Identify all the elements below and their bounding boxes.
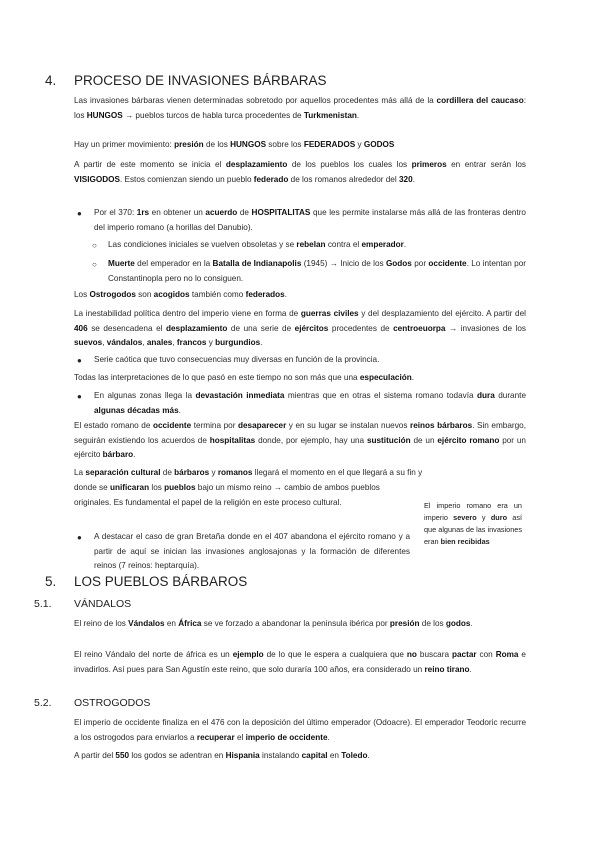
bold-term: bien recibidas <box>440 537 490 546</box>
bullet-serie-caotica <box>94 353 526 368</box>
text-run: se desencadena el <box>87 323 166 333</box>
text-run: bajo un mismo reino → cambio de ambos pueblos originales. Es fundamental el papel de la religión en este proceso cultural. <box>74 483 380 507</box>
bold-term: 550 <box>115 751 130 760</box>
section-5-2-heading <box>34 697 514 711</box>
text-run: buscara <box>416 650 452 659</box>
sub-bullet-icon: ○ <box>92 260 97 269</box>
bold-term: especulación <box>359 373 412 382</box>
text-run: A partir del <box>74 751 116 760</box>
bullet-icon: ● <box>77 392 82 401</box>
text-run: instalando <box>259 751 302 760</box>
text-run: y <box>476 513 491 522</box>
bold-term: pactar <box>451 650 477 659</box>
text-run: . <box>367 751 370 760</box>
text-run: y <box>355 140 364 149</box>
text-run: . <box>412 174 415 184</box>
text-run: Las invasiones bárbaras vienen determinadas sobretodo por aquellos procedentes más allá de la <box>74 96 437 105</box>
text-run: . <box>178 405 181 415</box>
paragraph-inestabilidad <box>74 307 526 351</box>
bullet-hospitalitas <box>94 206 526 235</box>
text-run: . <box>133 450 136 459</box>
text-run: en <box>327 751 342 760</box>
text-run: y <box>209 468 218 477</box>
text-run: y en su lugar se instalan nuevos <box>286 421 411 430</box>
bold-term: Turkmenistan <box>303 110 357 120</box>
text-run: mientras que en otras el sistema romano todavía <box>284 391 478 400</box>
text-run: El estado romano de <box>74 421 153 430</box>
bullet-icon: ● <box>77 209 82 218</box>
bold-term: unificaran <box>109 483 150 492</box>
text-run: Todas las interpretaciones de lo que pasó en este tiempo no son más que una <box>74 373 360 382</box>
text-run: Serie caótica que tuvo consecuencias muy diversas en función de la provincia. <box>94 355 380 364</box>
paragraph-reino-vandalo <box>74 648 526 677</box>
text-run: y del desplazamiento del ejército. A partir del <box>358 309 526 318</box>
bold-term: reinos bárbaros <box>410 421 473 430</box>
text-run: de <box>160 468 175 477</box>
paragraph-estado-romano <box>74 419 526 463</box>
bold-term: sustitución <box>366 435 411 445</box>
text-run: El reino de los <box>74 619 129 628</box>
text-run: A destacar el caso de gran Bretaña donde en el 407 abandona el ejército romano y a partir de aquí se inician las invasiones anglosajonas y la formación de diferentes reinos (7 reinos: heptarquía). <box>94 532 410 570</box>
bold-term: federados <box>245 290 285 299</box>
bold-term: ejército romano <box>437 435 500 445</box>
bold-term: HOSPITALITAS <box>251 208 311 217</box>
text-run: La inestabilidad política dentro del imperio viene en forma de <box>74 309 301 318</box>
text-run: de una serie de <box>227 323 295 333</box>
text-run: contra el <box>325 240 362 249</box>
section-5-heading <box>45 574 525 592</box>
text-run: El imperio de occidente finaliza en el 476 con la deposición del último emperador (Odoacre). El emperador Teodoric recurre a los ostrogodos para enviarlos a <box>74 718 526 742</box>
bold-term: centroeuorpa <box>393 323 446 333</box>
bold-term: occidente <box>152 421 192 430</box>
bold-term: desaparecer <box>238 421 287 430</box>
bold-term: separación cultural <box>85 468 161 477</box>
bold-term: bárbaros <box>174 468 210 477</box>
bold-term: guerras civiles <box>300 309 359 318</box>
bold-term: acuerdo <box>205 208 238 217</box>
text-run: . Lo intentan por Constantinopla pero no lo consiguen. <box>108 259 526 283</box>
bold-term: Godos <box>385 259 412 268</box>
section-4-title: PROCESO DE INVASIONES BÁRBARAS <box>74 73 327 88</box>
text-run: el <box>234 732 246 742</box>
bold-term: algunas décadas más <box>94 405 179 415</box>
text-run: con <box>476 650 496 659</box>
text-run: . <box>470 619 473 628</box>
text-run: donde, por ejemplo, hay una <box>255 435 367 445</box>
text-run: donde se <box>74 483 110 492</box>
sub-bullet-rebelan <box>108 238 526 253</box>
text-run: en <box>164 619 179 628</box>
text-run: . <box>469 664 472 674</box>
paragraph-primer-movimiento <box>74 138 526 153</box>
bold-term: francos <box>176 338 207 347</box>
text-run: de un <box>410 435 438 445</box>
text-run: Las condiciones iniciales se vuelven obsoletas y se <box>108 240 297 249</box>
text-run: de los <box>203 140 231 149</box>
section-5-title: LOS PUEBLOS BÁRBAROS <box>74 574 248 589</box>
text-run: Por el 370: <box>94 208 137 217</box>
bold-term: primeros <box>411 160 447 169</box>
paragraph-unificacion <box>74 481 414 510</box>
bold-term: anales <box>146 338 173 347</box>
bold-term: HUNGOS <box>230 140 267 149</box>
text-run: por <box>411 259 429 268</box>
text-run: A partir de este momento se inicia el <box>74 160 226 169</box>
paragraph-imperio-occidente <box>74 716 526 745</box>
text-run: . <box>260 338 263 347</box>
text-run: , <box>102 338 107 347</box>
text-run: El imperio romano era un imperio <box>424 501 522 522</box>
text-run: también como <box>189 290 246 299</box>
bold-term: presión <box>174 140 204 149</box>
text-run: durante <box>494 391 526 400</box>
bold-term: romanos <box>217 468 253 477</box>
bold-term: Muerte <box>108 259 135 268</box>
text-run: de lo que le espera a cualquiera que <box>263 650 407 659</box>
bold-term: HUNGOS <box>86 110 123 120</box>
text-run: de los <box>419 619 446 628</box>
bold-term: emperador <box>361 240 404 249</box>
text-run: La <box>74 468 86 477</box>
paragraph-ostrogodos-acogidos <box>74 288 526 303</box>
bold-term: devastación inmediata <box>195 391 285 400</box>
bold-term: rebelan <box>296 240 326 249</box>
bold-term: 320 <box>398 174 413 184</box>
bold-term: 406 <box>74 323 88 333</box>
text-run: los godos se adentran en <box>129 751 226 760</box>
text-run: En algunas zonas llega la <box>94 391 196 400</box>
text-run: llegará el momento en el que llegará a su fin y <box>252 468 423 477</box>
bold-term: occidente <box>428 259 467 268</box>
bold-term: severo <box>453 513 477 522</box>
section-5-1-title: VÁNDALOS <box>74 598 132 610</box>
bold-term: duro <box>490 513 508 522</box>
bold-term: Vándalos <box>128 619 165 628</box>
bold-term: África <box>178 619 202 628</box>
paragraph-desplazamiento <box>74 158 526 187</box>
text-run: Los <box>74 290 90 299</box>
section-5-1-number: 5.1. <box>34 598 52 610</box>
bold-term: Hispania <box>225 751 260 760</box>
text-run: en entrar serán los <box>446 160 527 169</box>
bold-term: presión <box>389 619 420 628</box>
text-run: de los pueblos los cuales los <box>287 160 412 169</box>
bold-term: 1rs <box>136 208 150 217</box>
bold-term: FEDERADOS <box>303 140 356 149</box>
paragraph-godos-hispania <box>74 749 526 764</box>
bold-term: recuperar <box>196 732 235 742</box>
text-run: Hay un primer movimiento: <box>74 140 175 149</box>
text-run: así que algunas de las invasiones eran <box>424 513 523 546</box>
text-run: → invasiones de los <box>445 323 527 333</box>
side-note-imperio-severo <box>424 500 522 548</box>
bold-term: federado <box>253 174 289 184</box>
bold-term: Batalla de Indianapolis <box>212 259 302 268</box>
bold-term: desplazamiento <box>165 323 228 333</box>
text-run: El reino Vándalo del norte de áfrica es un <box>74 650 233 659</box>
text-run: se ve forzado a abandonar la peninsula ibérica por <box>201 619 390 628</box>
paragraph-separacion-cultural <box>74 466 526 481</box>
bold-term: ejemplo <box>232 650 264 659</box>
text-run: (1945) → Inicio de los <box>301 259 386 268</box>
bold-term: VISIGODOS <box>74 174 120 184</box>
text-run: . <box>284 290 288 299</box>
text-run: . <box>403 240 407 249</box>
text-run: los <box>149 483 165 492</box>
bold-term: desplazamiento <box>225 160 288 169</box>
sub-bullet-muerte-emperador <box>108 257 526 286</box>
bold-term: acogidos <box>153 290 190 299</box>
bold-term: suevos <box>74 338 103 347</box>
bold-term: GODOS <box>363 140 395 149</box>
section-4-heading <box>45 73 525 91</box>
section-5-number: 5. <box>45 574 57 589</box>
text-run: → pueblos turcos de habla turca procedentes de <box>122 110 304 120</box>
text-run: del emperador en la <box>134 259 213 268</box>
bold-term: hospitalitas <box>209 435 256 445</box>
text-run: , <box>142 338 147 347</box>
bold-term: reino tirano <box>424 664 470 674</box>
sub-bullet-icon: ○ <box>92 241 97 250</box>
bold-term: ejércitos <box>294 323 329 333</box>
bold-term: capital <box>301 751 328 760</box>
text-run: son <box>135 290 154 299</box>
text-run: sobre los <box>266 140 304 149</box>
bold-term: bárbaro <box>102 450 134 459</box>
bullet-gran-bretana <box>94 530 410 574</box>
paragraph-vandalos-africa <box>74 617 526 632</box>
text-run: . <box>327 732 330 742</box>
bullet-icon: ● <box>77 356 82 365</box>
bullet-icon: ● <box>77 533 82 542</box>
text-run: de <box>237 208 252 217</box>
text-run: por un ejército <box>74 435 526 459</box>
section-5-2-number: 5.2. <box>34 697 52 709</box>
bold-term: burgundios <box>215 338 261 347</box>
text-run: de los romanos alrededor del <box>288 174 399 184</box>
bold-term: pueblos <box>164 483 196 492</box>
text-run: en obtener un <box>149 208 206 217</box>
bullet-devastacion <box>94 389 526 418</box>
text-run: . <box>411 373 415 382</box>
text-run: . Estos comienzan siendo un pueblo <box>119 174 254 184</box>
text-run: . <box>356 110 360 120</box>
bold-term: Toledo <box>341 751 368 760</box>
text-run: procedentes de <box>328 323 394 333</box>
text-run: , <box>172 338 177 347</box>
text-run: : los <box>74 96 526 120</box>
text-run: e invadirlos. Así pues para San Agustín este reino, que solo duraría 100 años, era considerado un <box>74 650 526 674</box>
paragraph-hungos-intro <box>74 94 526 123</box>
section-4-number: 4. <box>45 73 57 88</box>
bold-term: cordillera del caucaso <box>436 96 524 105</box>
text-run: que les permite instalarse más allá de las fronteras dentro del imperio romano (a horillas del Danubio). <box>94 208 526 232</box>
bold-term: Ostrogodos <box>89 290 136 299</box>
bold-term: no <box>406 650 417 659</box>
bold-term: Roma <box>495 650 519 659</box>
bold-term: godos <box>445 619 471 628</box>
section-5-2-title: OSTROGODOS <box>74 697 151 709</box>
text-run: . Sin embargo, seguirán existiendo los acuerdos de <box>74 421 526 445</box>
section-5-1-heading <box>34 598 514 612</box>
paragraph-especulacion <box>74 371 526 386</box>
bold-term: vándalos <box>106 338 143 347</box>
text-run: y <box>206 338 216 347</box>
bold-term: dura <box>477 391 495 400</box>
bold-term: imperio de occidente <box>245 732 328 742</box>
text-run: termina por <box>191 421 238 430</box>
